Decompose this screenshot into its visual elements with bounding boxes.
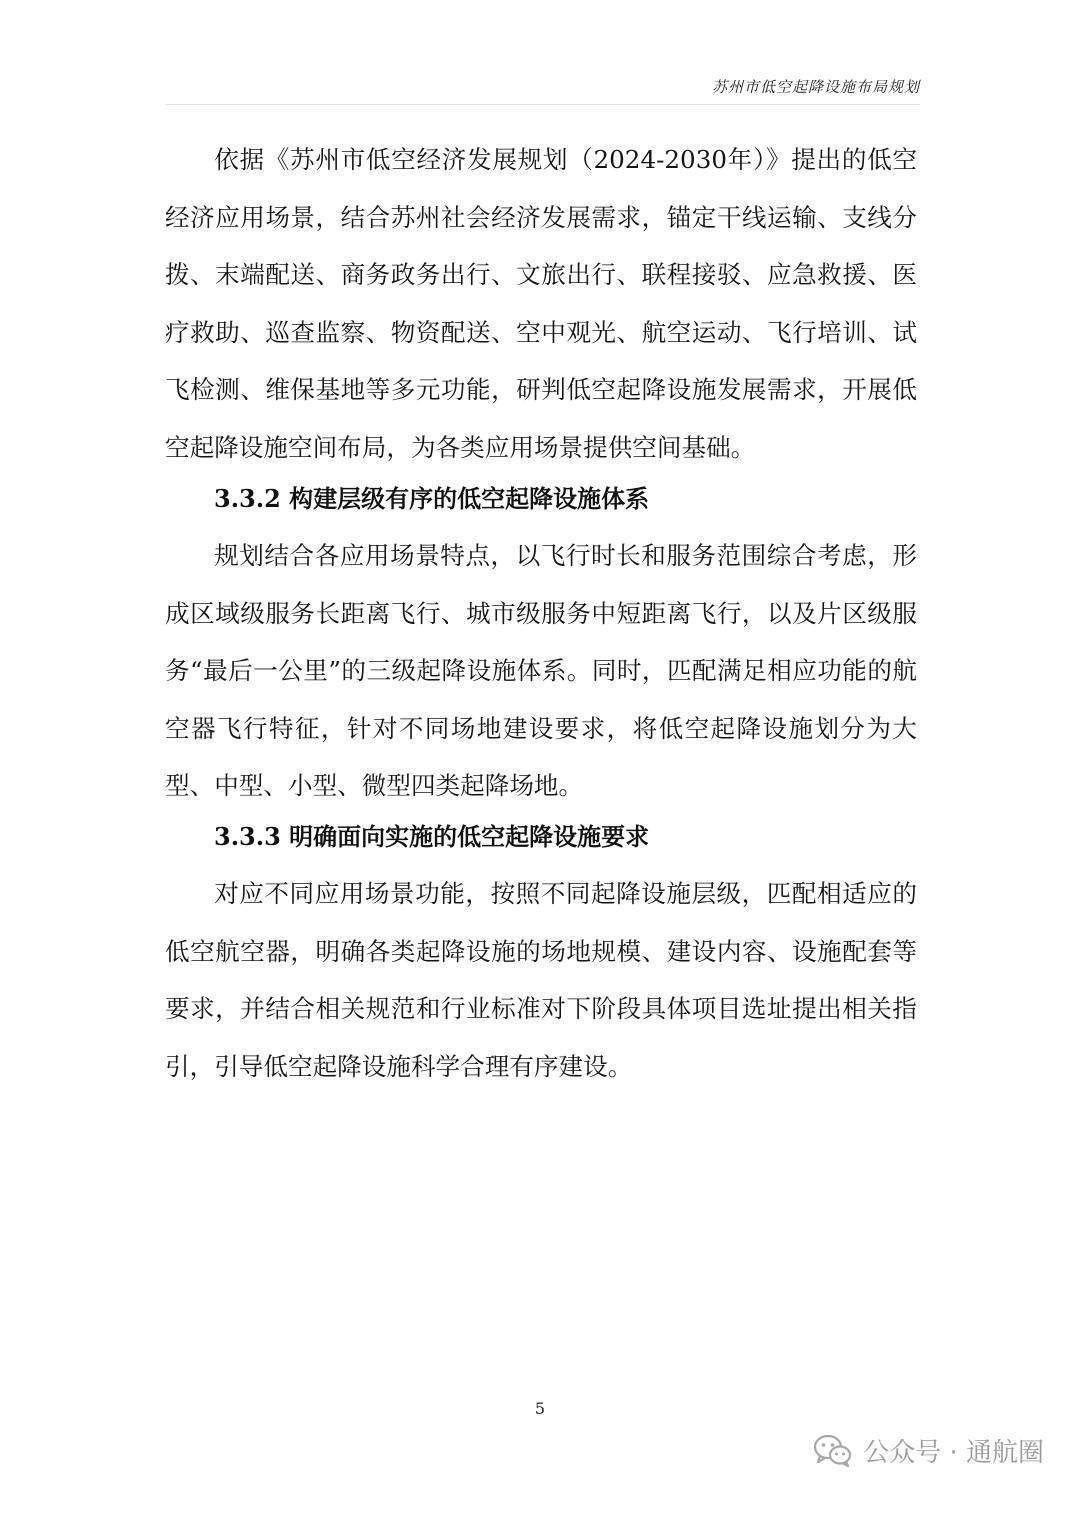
section-heading-3-3-2: 3.3.2 构建层级有序的低空起降设施体系 (214, 484, 650, 513)
section-heading-3-3-3: 3.3.3 明确面向实施的低空起降设施要求 (214, 822, 650, 851)
header-divider (165, 104, 920, 105)
paragraph-implementation-requirements: 对应不同应用场景功能，按照不同起降设施层级，匹配相适应的低空航空器，明确各类起降设施的场地规模、建设内容、设施配套等要求，并结合相关规范和行业标准对下阶段具体项目选址提出相关指引，引导低空起降设施科学合理有序建设。 (165, 879, 917, 1081)
running-header: 苏州市低空起降设施布局规划 (711, 78, 920, 96)
watermark (813, 1432, 1044, 1469)
page-number: 5 (534, 1399, 546, 1418)
watermark-text: 公众号 · 通航圈 (863, 1438, 1044, 1468)
wechat-icon (813, 1434, 853, 1468)
paragraph-application-scenarios: 依据《苏州市低空经济发展规划（2024-2030年）》提出的低空经济应用场景，结合苏州社会经济发展需求，锚定干线运输、支线分拨、末端配送、商务政务出行、文旅出行、联程接驳、应急救援、医疗救助、巡查监察、物资配送、空中观光、航空运动、飞行培训、试飞检测、维保基地等多元功能，研判低空起降设施发展需求，开展低空起降设施空间布局，为各类应用场景提供空间基础。 (165, 145, 917, 462)
paragraph-facility-hierarchy: 规划结合各应用场景特点，以飞行时长和服务范围综合考虑，形成区域级服务长距离飞行、城市级服务中短距离飞行，以及片区级服务“最后一公里”的三级起降设施体系。同时，匹配满足相应功能的航空器飞行特征，针对不同场地建设要求，将低空起降设施划分为大型、中型、小型、微型四类起降场地。 (165, 541, 917, 801)
